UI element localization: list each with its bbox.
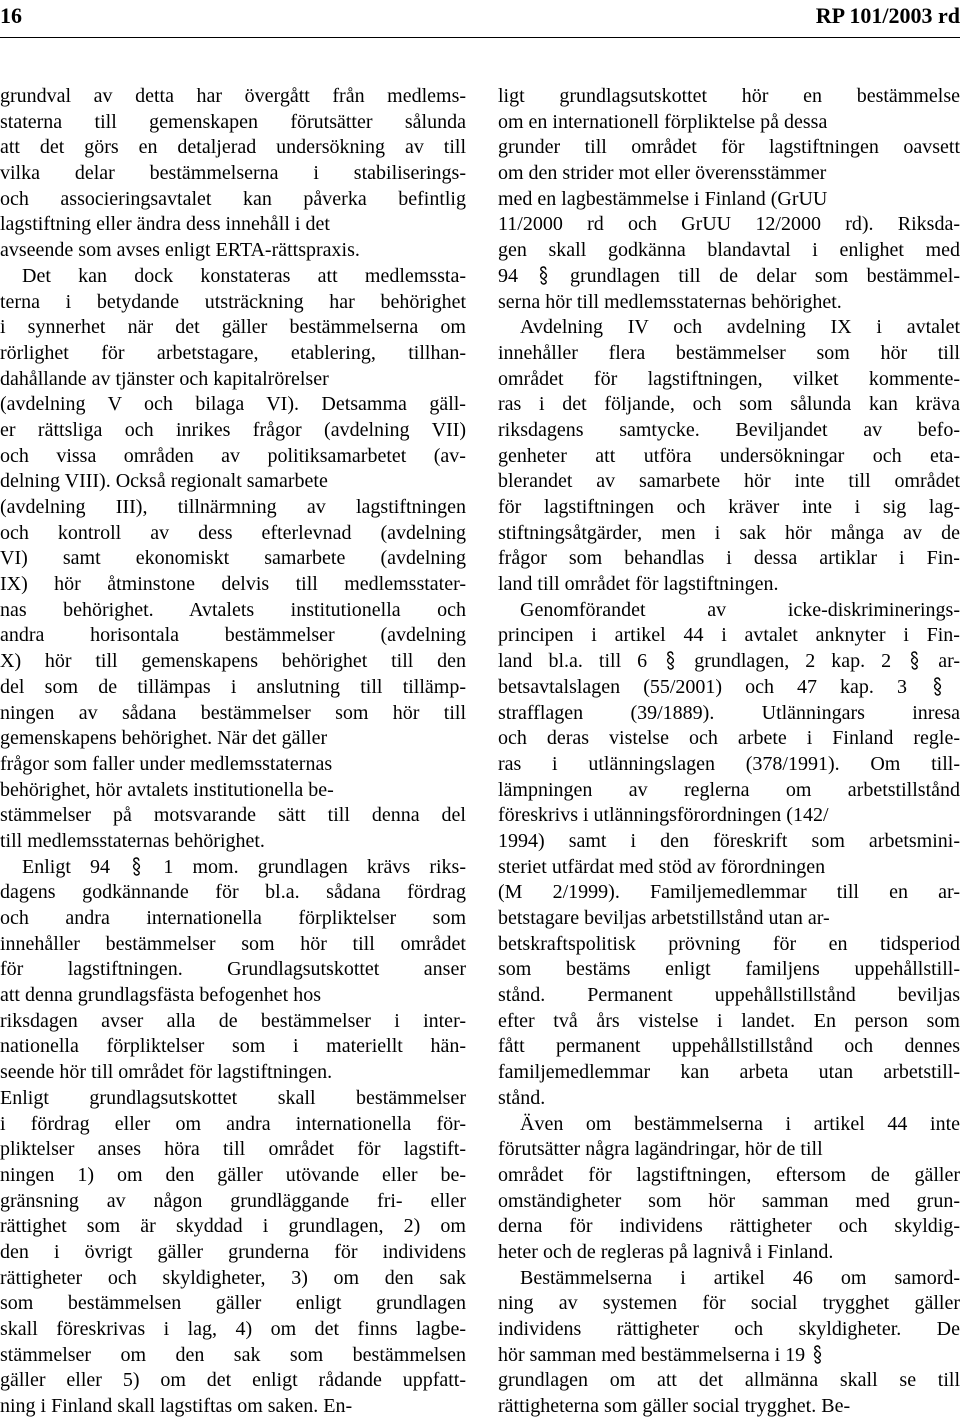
text-line: om en internationell förpliktelse på dessa (498, 110, 828, 133)
header-rule (0, 37, 960, 38)
text-line (498, 1343, 960, 1369)
text-line: del som de tillämpas i anslutning till tillämp- (0, 675, 467, 698)
text-line: att det görs en detaljerad undersökning av till (0, 136, 467, 159)
text-line (498, 649, 960, 675)
text-segment: 1 mom. grundlagen krävs riks- (163, 855, 466, 878)
paragraph-sign-icon (539, 266, 548, 285)
text-line: efter två års vistelse i landet. En person som (498, 1009, 960, 1032)
text-segment: hör samman med bestämmelserna i 19 (498, 1343, 806, 1366)
paragraph (0, 855, 466, 1420)
text-line: och vissa områden av politiksamarbetet (av- (0, 444, 466, 467)
text-line: i fördrag eller om andra internationella för- (0, 1112, 467, 1135)
text-line: omständigheter som hör samman med grun- (498, 1189, 960, 1212)
text-line: serna hör till medlemsstaternas behörighet. (498, 290, 842, 313)
text-line: innehåller flera bestämmelser som hör till (498, 341, 960, 364)
text-line: er rättsliga och inrikes frågor (avdelning VII) (0, 418, 466, 441)
paragraph-sign-icon (933, 677, 942, 696)
text-line: riksdagen avser alla de bestämmelser i inter- (0, 1009, 466, 1032)
text-line: ning i Finland skall lagstiftas om saken. En- (0, 1395, 353, 1418)
text-line: strafflagen (39/1889). Utlänningars inresa (498, 701, 960, 724)
text-line: VI) samt ekonomiskt samarbete (avdelning (0, 547, 466, 570)
paragraph (498, 315, 960, 598)
text-line: heter och de regleras på lagnivå i Finland. (498, 1240, 834, 1263)
text-line: stånd. Permanent uppehållstillstånd beviljas (498, 984, 960, 1007)
paragraph (0, 264, 466, 855)
text-line: stämmelser om den sak som bestämmelsen (0, 1343, 466, 1366)
text-line: nas behörighet. Avtalets institutionella och (0, 598, 466, 621)
text-line: betskraftspolitisk prövning för en tidsperiod (498, 932, 960, 955)
text-line: lagstiftning eller ändra dess innehåll i det (0, 213, 330, 236)
text-line: ning av systemen för social trygghet gäller (498, 1292, 960, 1315)
text-line: att denna grundlagsfästa befogenhet hos (0, 984, 322, 1007)
text-line: vilka delar bestämmelserna i stabiliserings- (0, 162, 467, 185)
text-line: behörighet, hör avtalets institutionella be- (0, 778, 334, 801)
text-line: betstagare beviljas arbetstillstånd utan ar- (498, 907, 830, 929)
text-line: derna för individens rättigheter och skyldig- (498, 1215, 960, 1238)
text-line: den i övrigt gäller grunderna för individens (0, 1240, 466, 1263)
text-line: för lagstiftningen och kräver inte i sig lag- (498, 496, 960, 518)
text-line: terna i betydande utsträckning har behörighet (0, 290, 466, 313)
text-segment: ar- (938, 650, 960, 673)
text-line: Avdelning IV och avdelning IX i avtalet (520, 316, 960, 339)
text-line: individens rättigheter och skyldigheter. De (498, 1318, 960, 1340)
page-header (0, 0, 960, 36)
text-line: X) hör till gemenskapens behörighet till den (0, 650, 466, 673)
text-line: Genomförandet av icke-diskriminerings- (520, 598, 960, 621)
text-line: området för lagstiftningen, eftersom de gäller (498, 1163, 960, 1186)
paragraph (0, 84, 466, 264)
text-line: Det kan dock konstateras att medlemssta- (22, 264, 466, 287)
paragraph-sign-icon (813, 1345, 822, 1364)
text-line: gäller eller 5) om det enligt rådande uppfatt- (0, 1369, 467, 1392)
text-line (0, 855, 466, 881)
text-line: i synnerhet när det gäller bestämmelserna om (0, 316, 466, 339)
text-line: steriet utfärdat med stöd av förordningen (498, 855, 826, 878)
text-line: nationella förpliktelser som i materiellt hän- (0, 1035, 467, 1058)
text-segment: 94 (498, 264, 518, 287)
left-column (0, 84, 466, 1420)
text-line: delning VIII). Också regionalt samarbete (0, 470, 328, 493)
text-line: pliktelser anses höra till området för lagstift- (0, 1138, 467, 1161)
text-line: till medlemsstaternas behörighet. (0, 829, 265, 852)
paragraph (498, 1112, 960, 1266)
text-segment: grundlagen, 2 kap. 2 (694, 650, 892, 673)
text-line: förutsätter några lagändringar, hör de till (498, 1138, 823, 1161)
text-line (498, 675, 960, 701)
text-line: rättigheterna som gäller social trygghet. Be- (498, 1395, 851, 1418)
text-line: Enligt grundlagsutskottet skall bestämmelser (0, 1086, 467, 1109)
text-segment: grundlagen till de delar som bestämmel- (569, 264, 960, 287)
text-line: (avdelning III), tillnärmning av lagstiftningen (0, 496, 466, 518)
text-line: dahållande av tjänster och kapitalrörelser (0, 367, 329, 390)
text-line: (avdelning V och bilaga VI). Detsamma gäll- (0, 393, 466, 416)
text-line: gen skall godkänna blandavtal i enlighet med (498, 239, 960, 262)
paragraph-sign-icon (666, 651, 675, 670)
text-line: stånd. (498, 1086, 546, 1109)
text-line: om den strider mot eller överensstämmer (498, 162, 827, 185)
text-line: gemenskapens behörighet. När det gäller (0, 727, 328, 750)
text-line: seende hör till området för lagstiftningen. (0, 1061, 333, 1084)
text-line: avseende som avses enligt ERTA-rättspraxis. (0, 239, 360, 262)
text-line: stiftningsåtgärder, men i sak hör många av de (498, 521, 960, 544)
text-line: familjemedlemmar kan arbeta utan arbetstill- (498, 1061, 960, 1084)
paragraph (498, 598, 960, 1112)
page-number: 16 (0, 3, 22, 28)
text-line: och kontroll av dess efterlevnad (avdelning (0, 521, 466, 544)
text-line: 11/2000 rd och GrUU 12/2000 rd). Riksda- (498, 213, 960, 236)
text-segment: Enligt 94 (22, 855, 111, 878)
paragraph (498, 84, 960, 315)
document-id: RP 101/2003 rd (815, 3, 960, 28)
text-line: frågor som behandlas i dessa artiklar i Fin- (498, 547, 960, 570)
text-line: föreskrivs i utlänningsförordningen (142/ (498, 804, 829, 827)
paragraph-sign-icon (910, 651, 919, 670)
paragraph-sign-icon (132, 857, 141, 876)
text-line: land till området för lagstiftningen. (498, 573, 779, 596)
text-line: dagens godkännande för bl.a. sådana fördrag (0, 881, 466, 904)
text-line: området för lagstiftningen, vilket kommente- (498, 367, 960, 390)
text-line: ningen av sådana bestämmelser som hör till (0, 701, 467, 724)
text-line: Bestämmelserna i artikel 46 om samord- (520, 1266, 960, 1289)
text-line: grundval av detta har övergått från medlems- (0, 85, 467, 107)
text-line: rörlighet för arbetstagare, etablering, tillhan- (0, 341, 466, 364)
text-line: blerandet av samarbete hör inte till området (498, 470, 960, 493)
text-line: Även om bestämmelserna i artikel 44 inte (520, 1112, 960, 1135)
text-line: lämpningen av reglerna om arbetstillstånd (498, 778, 960, 801)
text-line: innehåller bestämmelser som hör till området (0, 932, 466, 955)
text-line: (M 2/1999). Familjemedlemmar till en ar- (498, 881, 960, 904)
text-line: IX) hör åtminstone delvis till medlemsstater- (0, 573, 467, 596)
text-line: med en lagbestämmelse i Finland (GrUU (498, 187, 828, 210)
text-line: 1994) samt i den föreskrift som arbetsmini- (498, 829, 960, 852)
text-segment: betsavtalslagen (55/2001) och 47 kap. 3 (498, 675, 907, 698)
paragraph (498, 1266, 960, 1420)
text-segment: land bl.a. till 6 (498, 650, 648, 673)
text-line: stämmelser på motsvarande sätt till denna del (0, 804, 466, 827)
text-line: rättighet som är skyddad i grundlagen, 2) om (0, 1215, 466, 1238)
text-line: andra horisontala bestämmelser (avdelning (0, 624, 466, 647)
text-line: och associeringsavtalet kan påverka befintlig (0, 187, 466, 210)
text-line: och deras vistelse och arbete i Finland regle- (498, 727, 960, 750)
text-line: skall föreskrivas i lag, 4) om det finns lagbe- (0, 1318, 467, 1340)
text-line: ras i det följande, och som sålunda kan kräva (498, 393, 960, 416)
text-line: frågor som faller under medlemsstaternas (0, 752, 333, 775)
text-line: och andra internationella förpliktelser som (0, 907, 467, 929)
text-line: ningen 1) om den gäller utövande eller be- (0, 1163, 467, 1186)
text-line: ras i utlänningslagen (378/1991). Om till- (498, 752, 960, 775)
text-line: principen i artikel 44 i avtalet anknyter i Fin- (498, 624, 960, 647)
text-line (498, 264, 960, 290)
text-line: riksdagens samtycke. Beviljandet av befo- (498, 418, 960, 441)
text-line: grunder till området för lagstiftningen oavsett (498, 136, 960, 159)
text-line: rättigheter och skyldigheter, 3) om den sak (0, 1266, 467, 1289)
text-line: fått permanent uppehållstillstånd och dennes (498, 1035, 960, 1058)
text-line: för lagstiftningen. Grundlagsutskottet anser (0, 958, 466, 981)
text-line: ligt grundlagsutskottet hör en bestämmelse (498, 85, 960, 107)
text-line: genheter att utföra undersökningar och eta- (498, 444, 960, 467)
text-line: staterna till gemenskapen förutsätter sålunda (0, 110, 466, 133)
text-line: grundlagen om att det allmänna skall se till (498, 1369, 960, 1392)
text-line: som bestäms enligt familjens uppehållstill- (498, 958, 960, 981)
text-line: gränsning av någon grundläggande fri- eller (0, 1189, 466, 1212)
right-column (498, 84, 960, 1420)
text-line: som bestämmelsen gäller enligt grundlagen (0, 1292, 467, 1315)
